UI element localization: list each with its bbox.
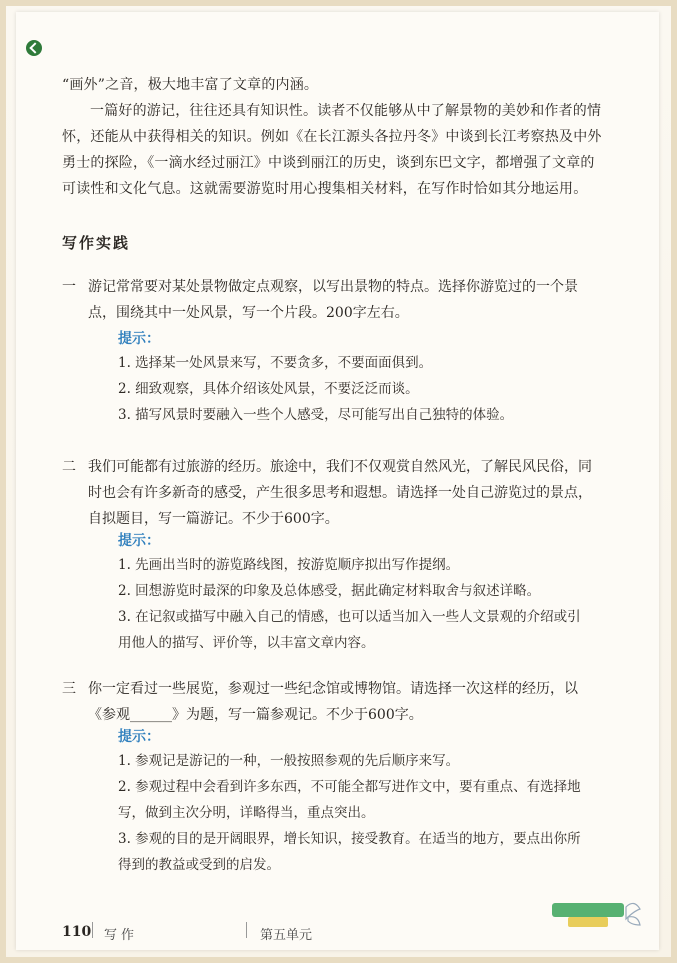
hint-item: 3. 在记叙或描写中融入自己的情感，也可以适当加入一些人文景观的介绍或引用他人的描写、评价等，以丰富文章内容。 xyxy=(118,609,581,651)
question-text: 游记常常要对某处景物做定点观察，以写出景物的特点。选择你游览过的一个景点，围绕其中一处风景，写一个片段。200字左右。 xyxy=(88,279,578,321)
hint-list-3 xyxy=(118,748,588,878)
footer-divider xyxy=(92,922,93,938)
publisher-logo-icon xyxy=(26,40,42,56)
question-text: 你一定看过一些展览，参观过一些纪念馆或博物馆。请选择一次这样的经历，以《参观______》为题，写一篇参观记。不少于600字。 xyxy=(88,681,578,723)
hint-list-1 xyxy=(118,350,588,428)
hint-item: 3. 参观的目的是开阔眼界，增长知识，接受教育。在适当的地方，要点出你所得到的教益或受到的启发。 xyxy=(118,831,581,873)
hint-item: 1. 先画出当时的游览路线图，按游览顺序拟出写作提纲。 xyxy=(118,557,460,573)
footer-section: 写作 xyxy=(104,928,139,943)
question-text: 我们可能都有过旅游的经历。旅途中，我们不仅观赏自然风光，了解民风民俗，同时也会有许多新奇的感受，产生很多思考和遐想。请选择一处自己游览过的景点，自拟题目，写一篇游记。不少于600字。 xyxy=(88,459,592,527)
intro-line: “画外”之音，极大地丰富了文章的内涵。 xyxy=(62,77,319,93)
intro-paragraph: 一篇好的游记，往往还具有知识性。读者不仅能够从中了解景物的美妙和作者的情怀，还能从中获得相关的知识。例如《在长江源头各拉丹冬》中谈到长江考察热及中外勇士的探险，《一滴水经过丽江》中谈到丽江的历史，谈到东巴文字，都增强了文章的可读性和文化气息。这就需要游览时用心搜集相关材料，在写作时恰如其分地运用。 xyxy=(62,103,602,197)
footer-divider xyxy=(246,922,247,938)
hint-item: 3. 描写风景时要融入一些个人感受，尽可能写出自己独特的体验。 xyxy=(118,407,514,423)
hint-label: 提示： xyxy=(118,331,160,347)
section-title: 写作实践 xyxy=(62,234,131,252)
footer-unit: 第五单元 xyxy=(260,928,313,943)
intro-text xyxy=(62,74,602,202)
hint-label: 提示： xyxy=(118,533,160,549)
question-3 xyxy=(62,676,602,728)
hint-item: 2. 参观过程中会看到许多东西，不可能全都写进作文中，要有重点、有选择地写，做到主次分明，详略得当，重点突出。 xyxy=(118,779,581,821)
hint-label: 提示： xyxy=(118,729,160,745)
question-number: 一 xyxy=(62,279,76,295)
question-1 xyxy=(62,274,602,326)
watermark-stamp-icon xyxy=(548,895,648,935)
question-number: 三 xyxy=(62,681,76,697)
question-2 xyxy=(62,454,602,532)
hint-item: 1. 参观记是游记的一种，一般按照参观的先后顺序来写。 xyxy=(118,753,460,769)
hint-list-2 xyxy=(118,552,588,656)
question-number: 二 xyxy=(62,459,76,475)
hint-item: 2. 细致观察，具体介绍该处风景，不要泛泛而谈。 xyxy=(118,381,419,397)
hint-item: 2. 回想游览时最深的印象及总体感受，据此确定材料取舍与叙述详略。 xyxy=(118,583,541,599)
page-number: 110 xyxy=(62,924,92,940)
hint-item: 1. 选择某一处风景来写，不要贪多，不要面面俱到。 xyxy=(118,355,433,371)
